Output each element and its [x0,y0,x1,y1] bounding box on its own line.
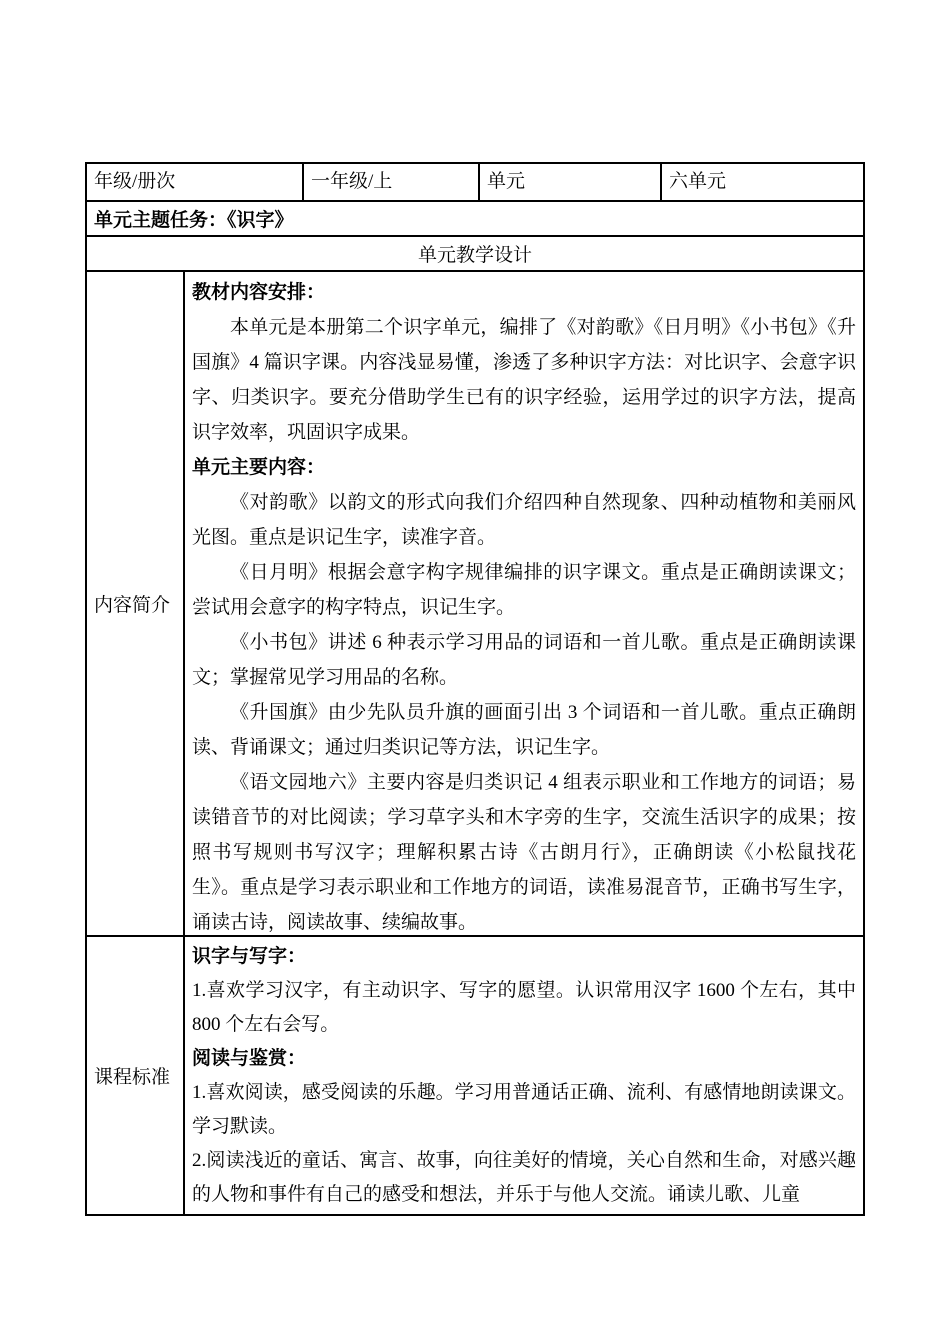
heading-reading-appreciation: 阅读与鉴赏： [192,1048,307,1069]
paragraph-duiyunge: 《对韵歌》以韵文的形式向我们介绍四种自然现象、四种动植物和美丽风光图。重点是识记生字，读准字音。 [192,492,856,548]
paragraph-reading-item-2: 2.阅读浅近的童话、寓言、故事，向往美好的情境，关心自然和生命，对感兴趣的人物和事件有自己的感受和想法，并乐于与他人交流。诵读儿歌、儿童 [192,1150,856,1205]
content-intro-blocks [192,275,856,932]
section-label-course-standard: 课程标准 [86,936,184,1215]
course-standard-cell [184,936,864,1215]
design-row [86,236,864,271]
paragraph-literacy-item-1: 1.喜欢学习汉字，有主动识字、写字的愿望。认识常用汉字 1600 个左右，其中 800 个左右会写。 [192,980,856,1035]
paragraph-unit-overview: 本单元是本册第二个识字单元，编排了《对韵歌》《日月明》《小书包》《升国旗》4 篇识字课。内容浅显易懂，渗透了多种识字方法：对比识字、会意字识字、归类识字。要充分借助学生已有的识字经验，运用学过的识字方法，提高识字效率，巩固识字成果。 [192,317,856,443]
unit-label-cell: 单元 [479,163,661,201]
theme-row [86,201,864,236]
heading-material-arrangement: 教材内容安排： [192,282,326,303]
heading-literacy-writing: 识字与写字： [192,946,307,967]
paragraph-shengguoqi: 《升国旗》由少先队员升旗的画面引出 3 个词语和一首儿歌。重点正确朗读、背诵课文；通过归类识记等方法，识记生字。 [192,702,856,758]
lesson-plan-table [85,162,865,1216]
paragraph-xiaoshubao: 《小书包》讲述 6 种表示学习用品的词语和一首儿歌。重点是正确朗读课文；掌握常见学习用品的名称。 [192,632,856,688]
paragraph-reading-item-1: 1.喜欢阅读，感受阅读的乐趣。学习用普通话正确、流利、有感情地朗读课文。学习默读。 [192,1082,856,1137]
grade-label-cell: 年级/册次 [86,163,303,201]
paragraph-yuwenyuandi-six: 《语文园地六》主要内容是归类识记 4 组表示职业和工作地方的词语；易读错音节的对比阅读；学习草字头和木字旁的生字，交流生活识字的成果；按照书写规则书写汉字；理解积累古诗《古朗月行》，正确朗读《小松鼠找花生》。重点是学习表示职业和工作地方的词语，读准易混音节，正确书写生字，诵读古诗，阅读故事、续编故事。 [192,772,856,932]
meta-row [86,163,864,201]
grade-value-cell: 一年级/上 [303,163,479,201]
unit-theme-title: 单元主题任务：《识字》 [86,201,864,236]
section-label-content-intro: 内容简介 [86,271,184,936]
paragraph-riyueming: 《日月明》根据会意字构字规律编排的识字课文。重点是正确朗读课文；尝试用会意字的构字特点，识记生字。 [192,562,856,618]
unit-value-cell: 六单元 [661,163,864,201]
content-intro-cell [184,271,864,936]
course-standard-blocks [192,940,856,1211]
course-standard-row [86,936,864,1215]
content-intro-row [86,271,864,936]
unit-design-title: 单元教学设计 [86,236,864,271]
heading-unit-main-content: 单元主要内容： [192,457,326,478]
